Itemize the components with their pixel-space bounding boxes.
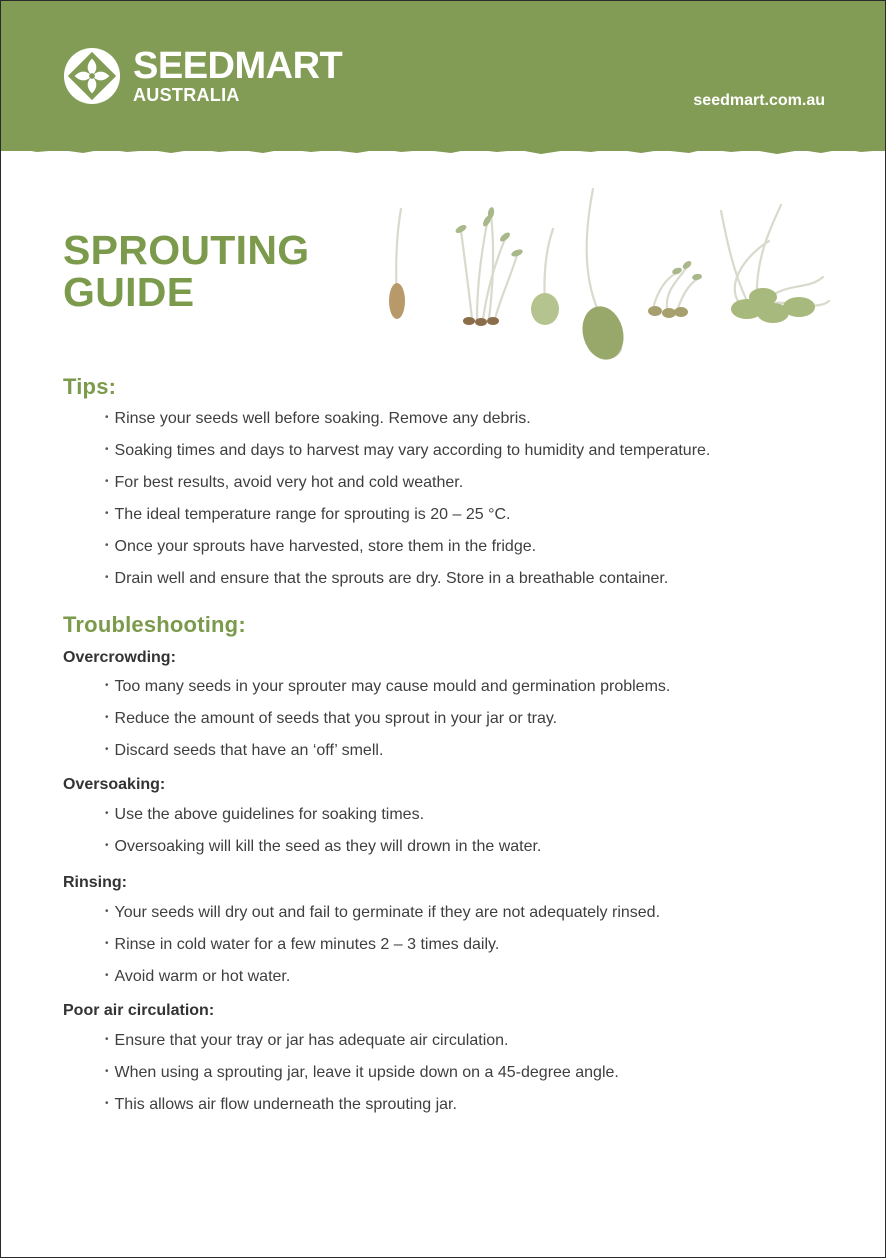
tips-list xyxy=(105,404,845,596)
list-item: • Discard seeds that have an ‘off’ smell. xyxy=(105,736,845,768)
list-item: • Rinse your seeds well before soaking. Remove any debris. xyxy=(105,404,845,436)
seedmart-logo[interactable] xyxy=(63,44,343,105)
list-item: • The ideal temperature range for sprouting is 20 – 25 °C. xyxy=(105,500,845,532)
overcrowding-list xyxy=(105,672,845,768)
list-item: • Drain well and ensure that the sprouts are dry. Store in a breathable container. xyxy=(105,564,845,596)
seedmart-diamond-logo-icon xyxy=(63,47,121,105)
list-item: • Once your sprouts have harvested, store them in the fridge. xyxy=(105,532,845,564)
list-item: • This allows air flow underneath the sprouting jar. xyxy=(105,1090,845,1122)
tips-heading: Tips: xyxy=(63,374,117,399)
air-circulation-heading: Poor air circulation: xyxy=(63,1002,215,1019)
oversoaking-heading: Oversoaking: xyxy=(63,776,166,793)
rinsing-heading: Rinsing: xyxy=(63,874,127,891)
website-link[interactable]: seedmart.com.au xyxy=(693,92,825,109)
brand-country: AUSTRALIA xyxy=(133,84,240,105)
title-line-2: GUIDE xyxy=(63,269,195,315)
sprouting-seeds-illustration xyxy=(377,181,837,367)
page-title xyxy=(63,229,309,313)
rinsing-list xyxy=(105,898,845,994)
brand-name: SEEDMART xyxy=(133,44,343,87)
troubleshooting-heading: Troubleshooting: xyxy=(63,612,246,637)
logo-wordmark xyxy=(133,44,343,105)
list-item: • Oversoaking will kill the seed as they will drown in the water. xyxy=(105,832,845,864)
list-item: • Avoid warm or hot water. xyxy=(105,962,845,994)
list-item: • For best results, avoid very hot and cold weather. xyxy=(105,468,845,500)
list-item: • Soaking times and days to harvest may vary according to humidity and temperature. xyxy=(105,436,845,468)
list-item: • Rinse in cold water for a few minutes 2 – 3 times daily. xyxy=(105,930,845,962)
list-item: • When using a sprouting jar, leave it upside down on a 45-degree angle. xyxy=(105,1058,845,1090)
list-item: • Ensure that your tray or jar has adequate air circulation. xyxy=(105,1026,845,1058)
title-line-1: SPROUTING xyxy=(63,227,310,273)
list-item: • Your seeds will dry out and fail to germinate if they are not adequately rinsed. xyxy=(105,898,845,930)
air-circulation-list xyxy=(105,1026,845,1122)
list-item: • Too many seeds in your sprouter may cause mould and germination problems. xyxy=(105,672,845,704)
list-item: • Use the above guidelines for soaking times. xyxy=(105,800,845,832)
overcrowding-heading: Overcrowding: xyxy=(63,649,176,666)
oversoaking-list xyxy=(105,800,845,864)
banner-torn-edge xyxy=(1,141,885,163)
list-item: • Reduce the amount of seeds that you sprout in your jar or tray. xyxy=(105,704,845,736)
